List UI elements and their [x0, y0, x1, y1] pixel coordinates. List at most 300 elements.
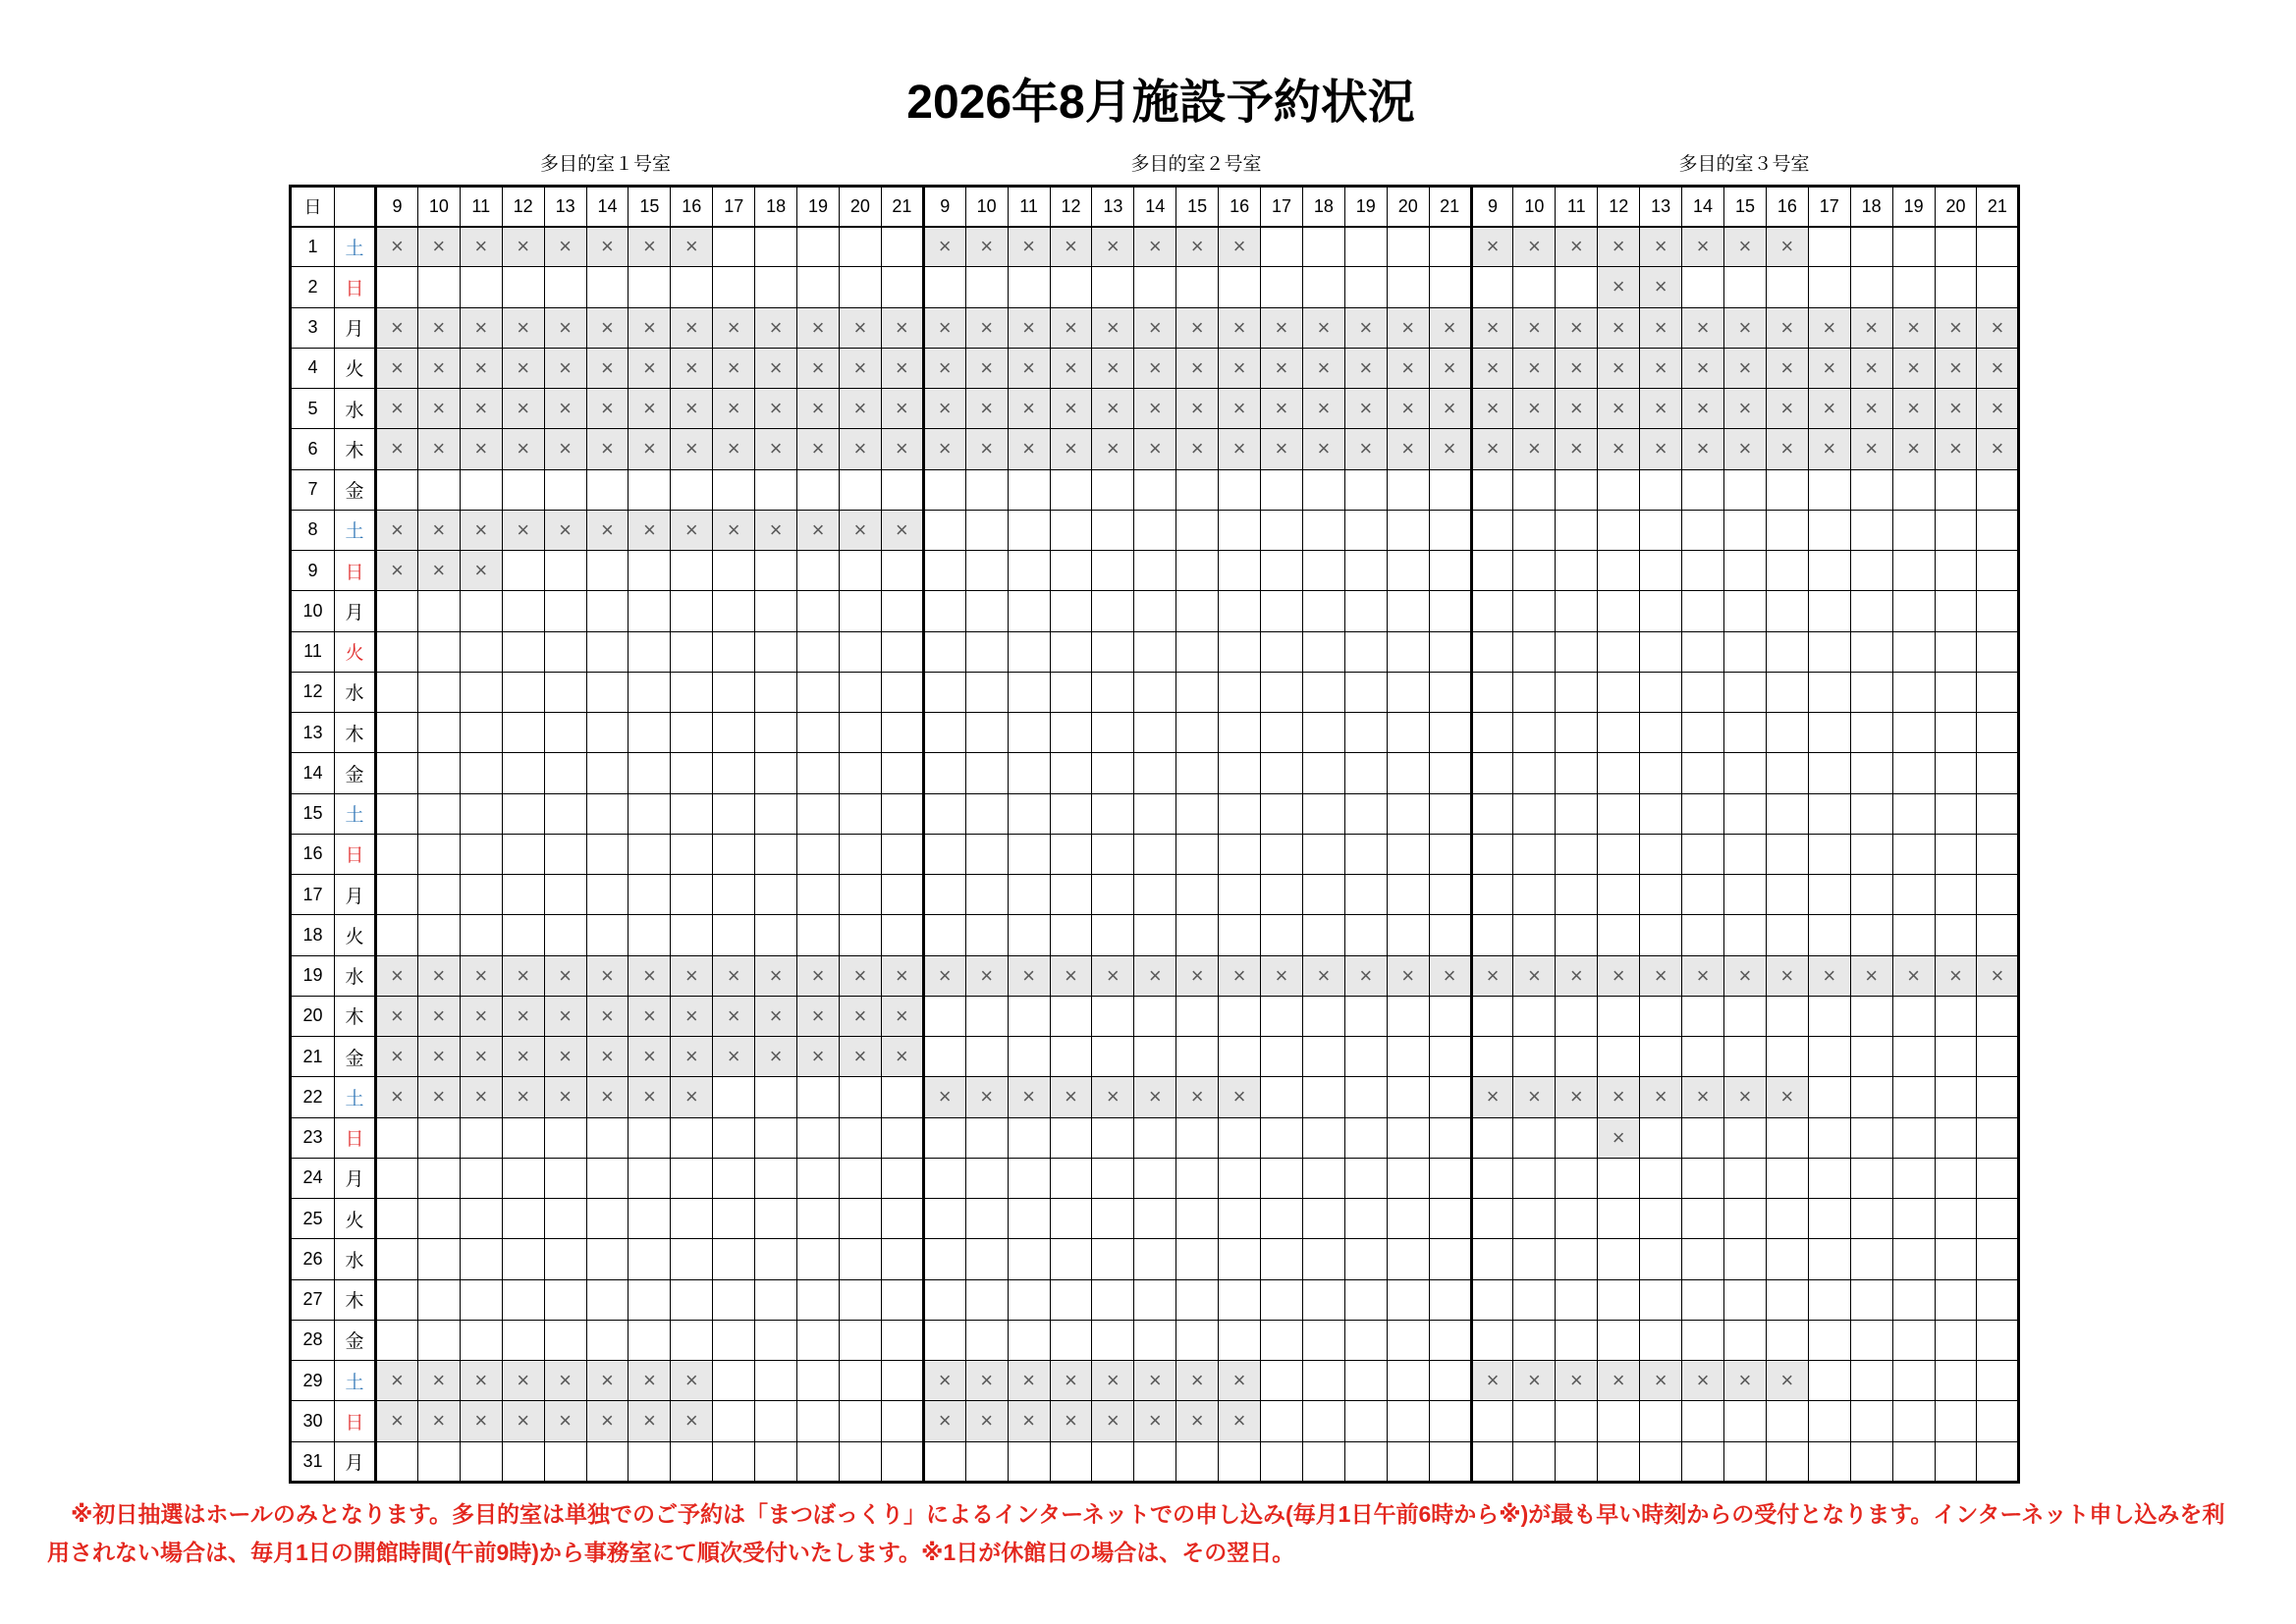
open-slot-room2-18	[1302, 1037, 1344, 1077]
reserved-slot-room2-18: ×	[1302, 307, 1344, 348]
day-number: 13	[291, 713, 335, 753]
open-slot-room3-13	[1640, 672, 1682, 712]
open-slot-room3-18	[1850, 551, 1892, 591]
header-hour-room1-21: 21	[881, 187, 923, 227]
header-hour-room2-19: 19	[1344, 187, 1387, 227]
day-number: 11	[291, 631, 335, 672]
open-slot-room2-15	[1176, 591, 1219, 631]
weekday-cell: 土	[335, 793, 376, 834]
open-slot-room1-13	[544, 1117, 586, 1158]
open-slot-room2-20	[1387, 510, 1429, 550]
open-slot-room2-13	[1092, 631, 1134, 672]
open-slot-room1-17	[713, 1077, 755, 1117]
open-slot-room2-15	[1176, 672, 1219, 712]
open-slot-room2-21	[1429, 1441, 1471, 1482]
open-slot-room1-14	[586, 631, 629, 672]
open-slot-room1-16	[671, 753, 713, 793]
reserved-slot-room2-15: ×	[1176, 307, 1219, 348]
reserved-slot-room1-18: ×	[755, 348, 797, 388]
open-slot-room1-9	[376, 915, 418, 955]
open-slot-room3-10	[1513, 1320, 1556, 1360]
open-slot-room2-16	[1219, 1320, 1261, 1360]
open-slot-room3-16	[1766, 631, 1808, 672]
open-slot-room1-9	[376, 469, 418, 510]
reserved-slot-room1-21: ×	[881, 389, 923, 429]
open-slot-room3-16	[1766, 875, 1808, 915]
open-slot-room2-12	[1050, 1199, 1092, 1239]
reserved-slot-room1-20: ×	[839, 1037, 881, 1077]
open-slot-room1-19	[797, 1320, 840, 1360]
reserved-slot-room2-16: ×	[1219, 389, 1261, 429]
open-slot-room1-17	[713, 875, 755, 915]
open-slot-room1-20	[839, 267, 881, 307]
day-row-14	[291, 753, 2019, 793]
day-number: 26	[291, 1239, 335, 1279]
reserved-slot-room3-14: ×	[1682, 307, 1724, 348]
open-slot-room1-16	[671, 672, 713, 712]
open-slot-room3-10	[1513, 1037, 1556, 1077]
reserved-slot-room2-9: ×	[923, 389, 965, 429]
header-row	[291, 187, 2019, 227]
open-slot-room3-16	[1766, 1158, 1808, 1198]
reserved-slot-room3-13: ×	[1640, 267, 1682, 307]
reserved-slot-room3-13: ×	[1640, 307, 1682, 348]
open-slot-room1-10	[417, 1117, 460, 1158]
open-slot-room3-17	[1808, 834, 1850, 874]
open-slot-room3-10	[1513, 267, 1556, 307]
open-slot-room2-20	[1387, 551, 1429, 591]
open-slot-room2-17	[1261, 1037, 1303, 1077]
open-slot-room1-19	[797, 1401, 840, 1441]
open-slot-room1-16	[671, 267, 713, 307]
open-slot-room3-17	[1808, 1077, 1850, 1117]
open-slot-room3-14	[1682, 793, 1724, 834]
reserved-slot-room1-10: ×	[417, 1401, 460, 1441]
open-slot-room1-15	[629, 551, 671, 591]
reserved-slot-room3-15: ×	[1724, 348, 1767, 388]
open-slot-room1-21	[881, 672, 923, 712]
open-slot-room2-11	[1008, 631, 1050, 672]
open-slot-room3-17	[1808, 713, 1850, 753]
reserved-slot-room1-20: ×	[839, 429, 881, 469]
reserved-slot-room1-14: ×	[586, 1077, 629, 1117]
open-slot-room2-17	[1261, 875, 1303, 915]
open-slot-room3-18	[1850, 1441, 1892, 1482]
reserved-slot-room2-21: ×	[1429, 348, 1471, 388]
open-slot-room1-21	[881, 1239, 923, 1279]
open-slot-room3-12	[1598, 1320, 1640, 1360]
open-slot-room1-21	[881, 591, 923, 631]
open-slot-room1-19	[797, 1158, 840, 1198]
open-slot-room2-11	[1008, 267, 1050, 307]
reserved-slot-room2-13: ×	[1092, 1361, 1134, 1401]
reserved-slot-room1-9: ×	[376, 510, 418, 550]
open-slot-room2-10	[965, 875, 1008, 915]
reserved-slot-room3-20: ×	[1935, 429, 1977, 469]
reserved-slot-room2-14: ×	[1134, 429, 1176, 469]
open-slot-room3-21	[1977, 793, 2019, 834]
open-slot-room2-21	[1429, 1239, 1471, 1279]
open-slot-room1-17	[713, 1320, 755, 1360]
reserved-slot-room1-12: ×	[502, 510, 544, 550]
page-title: 2026年8月施設予約状況	[906, 77, 1415, 129]
open-slot-room3-11	[1556, 1117, 1598, 1158]
open-slot-room1-21	[881, 1441, 923, 1482]
open-slot-room3-18	[1850, 1279, 1892, 1320]
open-slot-room1-18	[755, 753, 797, 793]
reserved-slot-room2-15: ×	[1176, 955, 1219, 996]
reserved-slot-room2-13: ×	[1092, 1401, 1134, 1441]
header-hour-room3-15: 15	[1724, 187, 1767, 227]
reserved-slot-room1-17: ×	[713, 348, 755, 388]
open-slot-room1-18	[755, 631, 797, 672]
reserved-slot-room3-16: ×	[1766, 348, 1808, 388]
reserved-slot-room3-14: ×	[1682, 227, 1724, 267]
open-slot-room3-14	[1682, 631, 1724, 672]
reserved-slot-room3-9: ×	[1471, 1361, 1513, 1401]
open-slot-room2-14	[1134, 1158, 1176, 1198]
open-slot-room3-20	[1935, 1158, 1977, 1198]
open-slot-room2-21	[1429, 591, 1471, 631]
reserved-slot-room3-12: ×	[1598, 348, 1640, 388]
open-slot-room2-18	[1302, 1441, 1344, 1482]
header-hour-room2-12: 12	[1050, 187, 1092, 227]
reserved-slot-room3-14: ×	[1682, 429, 1724, 469]
open-slot-room1-12	[502, 713, 544, 753]
reserved-slot-room3-12: ×	[1598, 1117, 1640, 1158]
open-slot-room3-11	[1556, 713, 1598, 753]
reserved-slot-room2-10: ×	[965, 307, 1008, 348]
reserved-slot-room2-20: ×	[1387, 429, 1429, 469]
reserved-slot-room1-19: ×	[797, 955, 840, 996]
open-slot-room3-11	[1556, 1279, 1598, 1320]
reserved-slot-room1-19: ×	[797, 1037, 840, 1077]
reserved-slot-room2-16: ×	[1219, 307, 1261, 348]
open-slot-room2-12	[1050, 672, 1092, 712]
open-slot-room1-10	[417, 631, 460, 672]
open-slot-room3-10	[1513, 469, 1556, 510]
reserved-slot-room3-11: ×	[1556, 1361, 1598, 1401]
open-slot-room3-19	[1892, 793, 1935, 834]
open-slot-room3-18	[1850, 793, 1892, 834]
reserved-slot-room1-9: ×	[376, 1077, 418, 1117]
open-slot-room3-16	[1766, 1279, 1808, 1320]
open-slot-room3-18	[1850, 1239, 1892, 1279]
reserved-slot-room1-21: ×	[881, 510, 923, 550]
open-slot-room2-11	[1008, 1441, 1050, 1482]
open-slot-room3-14	[1682, 469, 1724, 510]
open-slot-room1-15	[629, 591, 671, 631]
open-slot-room2-16	[1219, 1158, 1261, 1198]
open-slot-room3-17	[1808, 469, 1850, 510]
open-slot-room2-12	[1050, 1117, 1092, 1158]
open-slot-room1-14	[586, 1239, 629, 1279]
header-hour-room1-13: 13	[544, 187, 586, 227]
open-slot-room1-17	[713, 1158, 755, 1198]
open-slot-room2-13	[1092, 996, 1134, 1036]
reserved-slot-room3-16: ×	[1766, 227, 1808, 267]
open-slot-room3-11	[1556, 1401, 1598, 1441]
header-hour-room2-16: 16	[1219, 187, 1261, 227]
reserved-slot-room1-15: ×	[629, 1401, 671, 1441]
open-slot-room3-9	[1471, 551, 1513, 591]
open-slot-room1-14	[586, 834, 629, 874]
reserved-slot-room1-16: ×	[671, 996, 713, 1036]
reserved-slot-room3-12: ×	[1598, 389, 1640, 429]
day-number: 9	[291, 551, 335, 591]
open-slot-room1-13	[544, 591, 586, 631]
open-slot-room1-20	[839, 672, 881, 712]
open-slot-room3-18	[1850, 1361, 1892, 1401]
open-slot-room1-20	[839, 834, 881, 874]
open-slot-room2-14	[1134, 591, 1176, 631]
open-slot-room1-11	[460, 713, 502, 753]
reserved-slot-room1-11: ×	[460, 227, 502, 267]
open-slot-room2-12	[1050, 591, 1092, 631]
open-slot-room3-21	[1977, 469, 2019, 510]
day-row-12	[291, 672, 2019, 712]
day-number: 24	[291, 1158, 335, 1198]
open-slot-room3-12	[1598, 875, 1640, 915]
reserved-slot-room2-21: ×	[1429, 955, 1471, 996]
open-slot-room2-18	[1302, 915, 1344, 955]
reserved-slot-room3-15: ×	[1724, 1361, 1767, 1401]
open-slot-room1-18	[755, 1361, 797, 1401]
weekday-cell: 土	[335, 510, 376, 550]
open-slot-room1-14	[586, 1158, 629, 1198]
reserved-slot-room1-16: ×	[671, 307, 713, 348]
open-slot-room1-12	[502, 267, 544, 307]
open-slot-room3-18	[1850, 834, 1892, 874]
reserved-slot-room1-18: ×	[755, 955, 797, 996]
reserved-slot-room1-20: ×	[839, 955, 881, 996]
open-slot-room2-16	[1219, 1441, 1261, 1482]
reserved-slot-room2-19: ×	[1344, 348, 1387, 388]
header-hour-room3-14: 14	[1682, 187, 1724, 227]
open-slot-room3-13	[1640, 1158, 1682, 1198]
open-slot-room1-12	[502, 672, 544, 712]
reserved-slot-room2-10: ×	[965, 389, 1008, 429]
reserved-slot-room3-11: ×	[1556, 348, 1598, 388]
open-slot-room3-13	[1640, 1279, 1682, 1320]
open-slot-room3-21	[1977, 753, 2019, 793]
open-slot-room1-19	[797, 834, 840, 874]
open-slot-room3-9	[1471, 834, 1513, 874]
open-slot-room1-12	[502, 469, 544, 510]
open-slot-room3-19	[1892, 591, 1935, 631]
open-slot-room3-17	[1808, 672, 1850, 712]
open-slot-room2-14	[1134, 672, 1176, 712]
open-slot-room3-16	[1766, 1199, 1808, 1239]
header-weekday-blank	[335, 187, 376, 227]
open-slot-room3-13	[1640, 753, 1682, 793]
header-hour-room1-12: 12	[502, 187, 544, 227]
open-slot-room2-15	[1176, 753, 1219, 793]
open-slot-room2-11	[1008, 1199, 1050, 1239]
open-slot-room1-12	[502, 1199, 544, 1239]
open-slot-room3-20	[1935, 753, 1977, 793]
header-hour-room1-14: 14	[586, 187, 629, 227]
day-row-15	[291, 793, 2019, 834]
reserved-slot-room1-16: ×	[671, 348, 713, 388]
header-hour-room3-18: 18	[1850, 187, 1892, 227]
open-slot-room3-10	[1513, 793, 1556, 834]
open-slot-room1-19	[797, 631, 840, 672]
header-hour-room3-10: 10	[1513, 187, 1556, 227]
weekday-cell: 土	[335, 227, 376, 267]
weekday-cell: 火	[335, 348, 376, 388]
open-slot-room1-13	[544, 1158, 586, 1198]
open-slot-room2-14	[1134, 1279, 1176, 1320]
open-slot-room2-17	[1261, 1401, 1303, 1441]
open-slot-room1-17	[713, 469, 755, 510]
open-slot-room1-15	[629, 1279, 671, 1320]
open-slot-room3-20	[1935, 875, 1977, 915]
open-slot-room3-14	[1682, 1037, 1724, 1077]
day-row-19	[291, 955, 2019, 996]
open-slot-room3-9	[1471, 1401, 1513, 1441]
open-slot-room1-11	[460, 631, 502, 672]
open-slot-room2-14	[1134, 996, 1176, 1036]
reserved-slot-room3-20: ×	[1935, 955, 1977, 996]
reserved-slot-room3-11: ×	[1556, 389, 1598, 429]
open-slot-room1-12	[502, 834, 544, 874]
reserved-slot-room3-12: ×	[1598, 227, 1640, 267]
open-slot-room2-18	[1302, 469, 1344, 510]
open-slot-room3-14	[1682, 1279, 1724, 1320]
reserved-slot-room2-20: ×	[1387, 955, 1429, 996]
open-slot-room2-18	[1302, 793, 1344, 834]
open-slot-room2-18	[1302, 672, 1344, 712]
header-hour-room2-15: 15	[1176, 187, 1219, 227]
open-slot-room2-19	[1344, 1158, 1387, 1198]
open-slot-room1-18	[755, 1077, 797, 1117]
open-slot-room2-16	[1219, 1279, 1261, 1320]
open-slot-room1-11	[460, 834, 502, 874]
reserved-slot-room1-10: ×	[417, 348, 460, 388]
open-slot-room2-15	[1176, 1239, 1219, 1279]
open-slot-room3-15	[1724, 753, 1767, 793]
weekday-cell: 日	[335, 1401, 376, 1441]
open-slot-room1-19	[797, 753, 840, 793]
open-slot-room2-14	[1134, 510, 1176, 550]
open-slot-room2-11	[1008, 793, 1050, 834]
open-slot-room1-16	[671, 713, 713, 753]
reserved-slot-room2-20: ×	[1387, 307, 1429, 348]
reserved-slot-room1-12: ×	[502, 1401, 544, 1441]
open-slot-room3-10	[1513, 1199, 1556, 1239]
reserved-slot-room1-10: ×	[417, 551, 460, 591]
open-slot-room2-17	[1261, 753, 1303, 793]
open-slot-room3-18	[1850, 1117, 1892, 1158]
day-number: 17	[291, 875, 335, 915]
open-slot-room2-18	[1302, 713, 1344, 753]
open-slot-room2-9	[923, 1199, 965, 1239]
open-slot-room3-21	[1977, 551, 2019, 591]
reserved-slot-room2-12: ×	[1050, 307, 1092, 348]
open-slot-room3-12	[1598, 591, 1640, 631]
open-slot-room1-12	[502, 1117, 544, 1158]
reserved-slot-room1-16: ×	[671, 510, 713, 550]
open-slot-room2-10	[965, 996, 1008, 1036]
day-number: 7	[291, 469, 335, 510]
open-slot-room1-17	[713, 267, 755, 307]
open-slot-room3-19	[1892, 1158, 1935, 1198]
open-slot-room1-11	[460, 875, 502, 915]
reserved-slot-room2-10: ×	[965, 429, 1008, 469]
open-slot-room3-13	[1640, 1320, 1682, 1360]
open-slot-room1-15	[629, 672, 671, 712]
open-slot-room1-12	[502, 591, 544, 631]
open-slot-room3-18	[1850, 672, 1892, 712]
open-slot-room2-16	[1219, 551, 1261, 591]
open-slot-room2-19	[1344, 915, 1387, 955]
open-slot-room2-19	[1344, 551, 1387, 591]
open-slot-room3-14	[1682, 551, 1724, 591]
open-slot-room2-19	[1344, 510, 1387, 550]
reserved-slot-room3-16: ×	[1766, 307, 1808, 348]
open-slot-room3-21	[1977, 591, 2019, 631]
reserved-slot-room2-20: ×	[1387, 348, 1429, 388]
open-slot-room1-19	[797, 551, 840, 591]
day-number: 14	[291, 753, 335, 793]
open-slot-room1-10	[417, 1239, 460, 1279]
open-slot-room2-12	[1050, 753, 1092, 793]
open-slot-room3-18	[1850, 227, 1892, 267]
reserved-slot-room1-19: ×	[797, 348, 840, 388]
open-slot-room3-15	[1724, 469, 1767, 510]
open-slot-room1-17	[713, 834, 755, 874]
open-slot-room1-15	[629, 915, 671, 955]
open-slot-room2-20	[1387, 631, 1429, 672]
open-slot-room3-12	[1598, 1279, 1640, 1320]
reserved-slot-room2-11: ×	[1008, 227, 1050, 267]
header-hour-room2-11: 11	[1008, 187, 1050, 227]
open-slot-room2-19	[1344, 672, 1387, 712]
open-slot-room1-15	[629, 1239, 671, 1279]
reserved-slot-room1-12: ×	[502, 429, 544, 469]
reserved-slot-room2-16: ×	[1219, 348, 1261, 388]
open-slot-room3-11	[1556, 996, 1598, 1036]
open-slot-room2-19	[1344, 1441, 1387, 1482]
open-slot-room1-16	[671, 1441, 713, 1482]
reserved-slot-room1-9: ×	[376, 551, 418, 591]
open-slot-room2-13	[1092, 551, 1134, 591]
day-row-27	[291, 1279, 2019, 1320]
open-slot-room3-11	[1556, 834, 1598, 874]
open-slot-room1-9	[376, 1199, 418, 1239]
open-slot-room2-19	[1344, 267, 1387, 307]
open-slot-room2-19	[1344, 1401, 1387, 1441]
reserved-slot-room1-20: ×	[839, 510, 881, 550]
open-slot-room3-16	[1766, 1441, 1808, 1482]
open-slot-room3-18	[1850, 267, 1892, 307]
day-number: 30	[291, 1401, 335, 1441]
reserved-slot-room1-11: ×	[460, 996, 502, 1036]
reserved-slot-room1-10: ×	[417, 955, 460, 996]
reserved-slot-room1-18: ×	[755, 996, 797, 1036]
reserved-slot-room3-9: ×	[1471, 1077, 1513, 1117]
open-slot-room3-9	[1471, 469, 1513, 510]
open-slot-room2-17	[1261, 1320, 1303, 1360]
day-row-11	[291, 631, 2019, 672]
open-slot-room2-15	[1176, 1279, 1219, 1320]
open-slot-room1-12	[502, 551, 544, 591]
open-slot-room3-17	[1808, 1239, 1850, 1279]
open-slot-room1-17	[713, 672, 755, 712]
open-slot-room2-13	[1092, 1158, 1134, 1198]
reserved-slot-room1-15: ×	[629, 510, 671, 550]
